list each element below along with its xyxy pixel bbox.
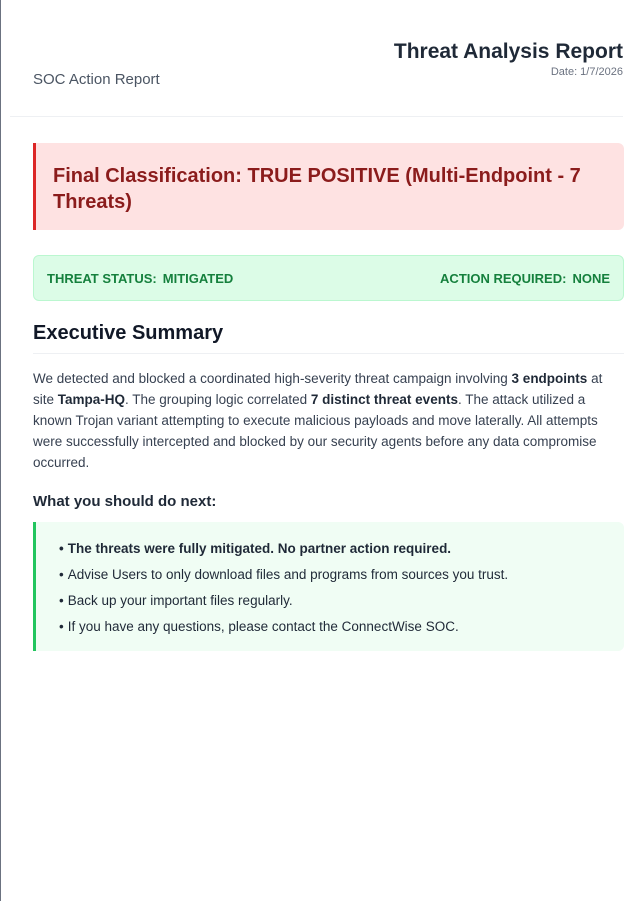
summary-site: Tampa-HQ [57,392,126,407]
summary-text-3: . The grouping logic correlated [125,392,311,407]
classification-banner [33,143,624,230]
next-steps-box [33,522,624,651]
brand-label: SOC Action Report [33,71,160,88]
bullet-icon: • [59,593,64,608]
left-border [0,0,1,901]
report-header [10,0,623,117]
action-required-label: ACTION REQUIRED: [440,270,567,286]
report-title: Threat Analysis Report [393,40,623,63]
classification-text: Final Classification: TRUE POSITIVE (Multi-Endpoint - 7 Threats) [53,165,581,213]
executive-summary-text [33,368,618,473]
summary-text-2: at site [33,371,603,407]
status-bar [33,255,624,301]
summary-events: 7 distinct threat events [310,392,458,407]
threat-status-value: MITIGATED [162,270,234,286]
action-required-value: NONE [572,270,610,286]
report-date: Date: 1/7/2026 [550,66,623,78]
bullet-icon: • [59,541,64,556]
summary-endpoints: 3 endpoints [511,371,588,386]
summary-text-4: . The attack utilized a known Trojan variant attempting to execute malicious payloads and move laterally. All attempts were successfully intercepted and blocked by our security agents before any data compromise occurred. [33,392,598,470]
bullet-icon: • [59,619,64,634]
next-steps-title: What you should do next: [33,493,217,510]
bullet-icon: • [59,567,64,582]
next-step-item: • The threats were fully mitigated. No partner action required. [59,541,452,556]
action-required [440,271,610,286]
summary-text-1: We detected and blocked a coordinated high-severity threat campaign involving [33,371,512,386]
next-step-item: • If you have any questions, please contact the ConnectWise SOC. [59,619,459,634]
threat-status [47,271,233,286]
next-step-item: • Back up your important files regularly. [59,593,293,608]
executive-summary-title: Executive Summary [33,322,624,354]
threat-status-label: THREAT STATUS: [47,270,157,286]
next-step-item: • Advise Users to only download files and programs from sources you trust. [59,567,509,582]
